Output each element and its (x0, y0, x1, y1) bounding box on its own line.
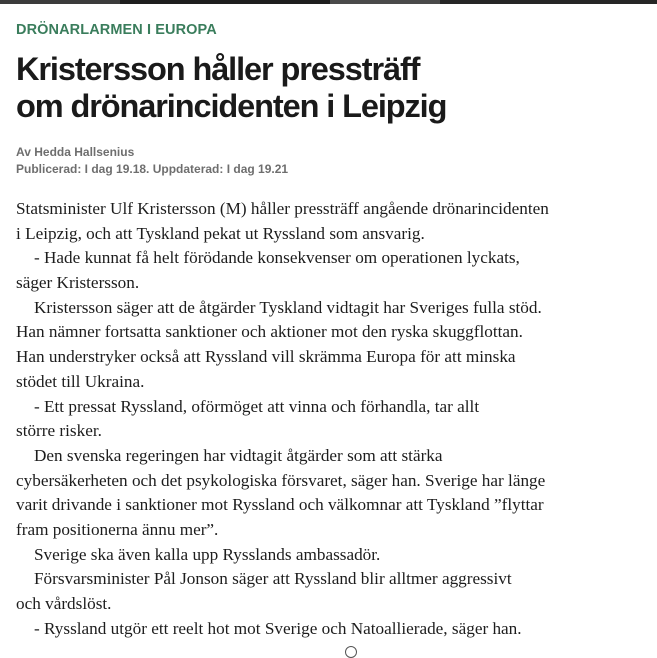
body-line: och vårdslöst. (16, 594, 112, 613)
byline (16, 144, 288, 178)
article-body (16, 197, 648, 641)
body-line: cybersäkerheten och det psykologiska försvaret, säger han. Sverige har länge (16, 470, 546, 490)
top-image-segment (330, 0, 440, 4)
top-image-strip (0, 0, 657, 4)
top-image-segment (120, 0, 330, 4)
body-line: större risker. (16, 421, 102, 441)
body-line: Den svenska regeringen har vidtagit åtgärder som att stärka (34, 445, 443, 465)
author-name[interactable]: Av Hedda Hallsenius (16, 145, 135, 159)
body-line: fram positionerna ännu mer”. (16, 519, 219, 539)
body-line: Han understryker också att Ryssland vill skrämma Europa för att minska (16, 347, 516, 367)
body-line: Kristersson säger att de åtgärder Tyskland vidtagit har Sveriges fulla stöd. (34, 297, 542, 317)
body-line: varit drivande i sanktioner mot Ryssland och välkomnar att Tyskland ”flyttar (16, 495, 544, 515)
body-line: stödet till Ukraina. (16, 371, 145, 391)
top-image-segment (440, 0, 657, 4)
body-line: - Ryssland utgör ett reelt hot mot Sverige och Natoallierade, säger han. (34, 618, 522, 638)
body-line: i Leipzig, och att Tyskland pekat ut Ryssland som ansvarig. (16, 223, 425, 243)
body-line: säger Kristersson. (16, 273, 140, 293)
circle-icon[interactable] (345, 646, 357, 658)
body-line: - Ett pressat Ryssland, oförmöget att vinna och förhandla, tar allt (34, 396, 480, 416)
body-line: Sverige ska även kalla upp Rysslands ambassadör. (34, 544, 381, 564)
top-image-segment (0, 0, 120, 4)
body-line: Försvarsminister Pål Jonson säger att Ryssland blir alltmer aggressivt (34, 569, 512, 589)
headline-line: om drönarincidenten i Leipzig (16, 88, 447, 124)
article-kicker[interactable]: DRÖNARLARMEN I EUROPA (16, 22, 217, 38)
body-line: Statsminister Ulf Kristersson (M) håller pressträff angående drönarincidenten (16, 199, 549, 218)
body-line: Han nämner fortsatta sanktioner och aktioner mot den ryska skuggflottan. (16, 322, 523, 342)
publish-timestamp: Publicerad: I dag 19.18. Uppdaterad: I dag 19.21 (16, 162, 289, 176)
headline-line: Kristersson håller pressträff (16, 51, 420, 87)
article-headline (16, 51, 636, 125)
body-line: - Hade kunnat få helt förödande konsekvenser om operationen lyckats, (34, 248, 520, 268)
